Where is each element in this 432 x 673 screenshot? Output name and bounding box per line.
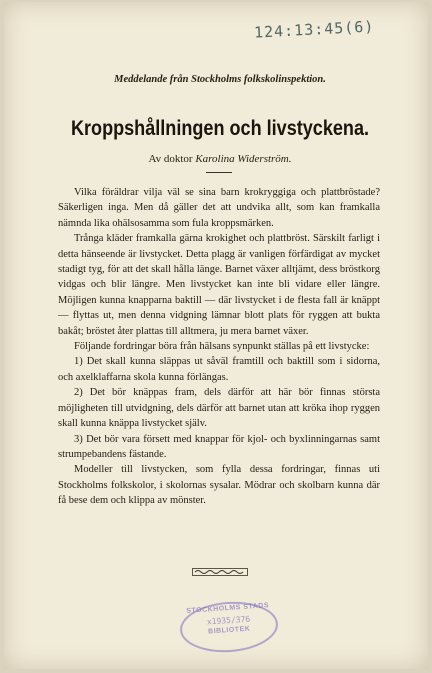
paragraph: Följande fordringar böra från hälsans synpunkt ställas på ett livstycke: (74, 341, 370, 353)
stamp-accession-number: x1935/376 (206, 614, 251, 627)
archive-shelf-mark: 124:13:45(6) (253, 17, 375, 42)
paragraph: 3) Det bör vara försett med knappar för kjol- och byxlinningarnas samt strumpebandens fästande. (58, 433, 380, 460)
library-stamp (178, 599, 279, 656)
document-page (4, 2, 428, 669)
byline-prefix: Av doktor (148, 153, 193, 165)
article-title: Kroppshållningen och livstyckena. (70, 117, 370, 140)
byline-divider (206, 172, 232, 173)
paragraph: Vilka föräldrar vilja väl se sina barn krokryggiga och plattbröstade? Säkerligen inga. Men då gäller det att undvika allt, som kan framkalla nämnda lika ohälsosamma som fula kroppsmärken. (58, 187, 380, 229)
series-header: Meddelande från Stockholms folkskolinspektion. (114, 74, 326, 85)
author-name: Karolina Widerström. (195, 153, 292, 165)
stamp-line-2: BIBLIOTEK (207, 625, 251, 636)
paragraph: Modeller till livstycken, som fylla dessa fordringar, finnas uti Stockholms folkskolor, i skolornas sysalar. Mödrar och skolbarn kunna där få bese dem och klippa av mönster. (58, 464, 380, 507)
byline (4, 153, 432, 165)
paragraph: 1) Det skall kunna släppas ut såväl framtill och baktill som i sidorna, och axelklaffarna skola kunna förlängas. (58, 356, 380, 383)
ornament-divider-icon (192, 568, 248, 576)
paragraph: 2) Det bör knäppas fram, dels därför att här bör finnas största möjligheten till utvidgning, dels därför att barnet utan att kröka ihop ryggen skall kunna knäppa livstycket själv. (58, 387, 380, 430)
article-body (58, 185, 380, 509)
paragraph: Trånga kläder framkalla gärna krokighet och plattbröst. Särskilt farligt i detta hänseende är livstycket. Detta plagg är vanligen förfärdigat av mycket stadigt tyg, för att det skall hålla länge. Barnet växer alltjämt, dess bröstkorg vidgas och blir längre. Men livstycket kan inte bli vidare eller längre. Möjligen kunna knapparna baktill — där livstycket i de flesta fall är knäppt — flyttas ut, men denna vidgning lämnar blott plats för ryggen att bukta bakåt; bröstet åter plattas till alltmera, ju mera barnet växer. (58, 233, 380, 337)
stamp-line-1: STOCKHOLMS STADS (186, 602, 270, 615)
